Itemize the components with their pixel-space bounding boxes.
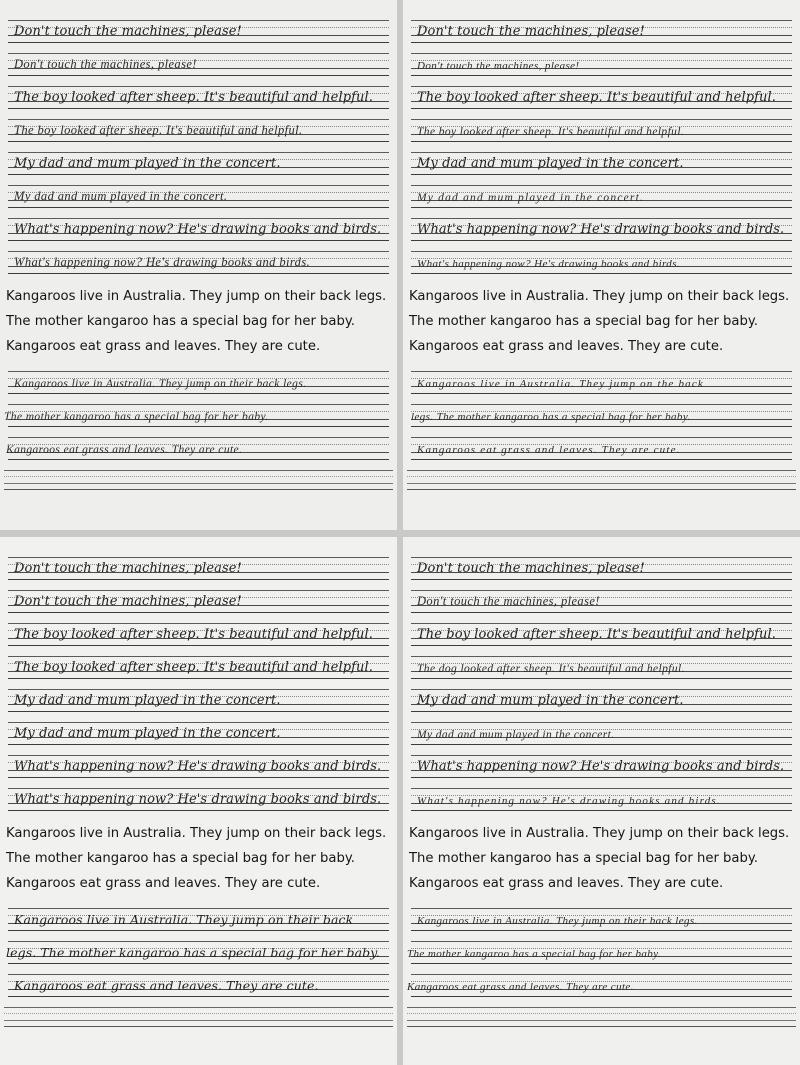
model-line	[411, 146, 792, 179]
practice-text: Don't touch the machines, please!	[417, 594, 600, 608]
model-text: What's happening now? He's drawing books and birds.	[14, 759, 382, 774]
practice-line	[8, 716, 389, 749]
practice-text: Kangaroos live in Australia. They jump on their back legs.	[417, 915, 698, 927]
practice-text: Kangaroos live in Australia. They jump on the back	[417, 378, 705, 390]
practice-line	[411, 584, 792, 617]
practice-text: The mother kangaroo has a special bag for her baby.	[407, 948, 662, 960]
model-line	[411, 617, 792, 650]
practice-text: What's happening now? He's drawing books and birds.	[417, 258, 681, 270]
practice-text: Kangaroos eat grass and leaves. They are cute.	[14, 978, 319, 993]
practice-line	[411, 650, 792, 683]
practice-line	[4, 398, 389, 431]
practice-line	[8, 782, 389, 815]
worksheet-photo-bottom-right	[403, 537, 800, 1065]
model-line	[411, 683, 792, 716]
practice-text: My dad and mum played in the concert.	[417, 729, 615, 741]
blank-line	[4, 464, 393, 494]
practice-text: legs. The mother kangaroo has a special bag for her baby.	[6, 945, 380, 960]
model-line	[8, 617, 389, 650]
practice-line	[8, 113, 389, 146]
practice-text: Don't touch the machines, please!	[417, 60, 580, 72]
practice-text: My dad and mum played in the concert.	[14, 189, 228, 203]
paragraph-line: Kangaroos eat grass and leaves. They are cute.	[409, 339, 724, 354]
model-text: What's happening now? He's drawing books and birds.	[417, 759, 785, 774]
model-line	[8, 80, 389, 113]
model-line	[8, 146, 389, 179]
model-line	[411, 212, 792, 245]
practice-line	[8, 584, 389, 617]
practice-text: The dog looked after sheep. It's beautiful and helpful.	[417, 663, 685, 675]
practice-text: What's happening now? He's drawing books and birds.	[14, 255, 311, 269]
paragraph-line: The mother kangaroo has a special bag for her baby.	[6, 851, 355, 866]
model-line	[8, 749, 389, 782]
model-text: The boy looked after sheep. It's beautiful and helpful.	[417, 627, 777, 642]
model-text: Don't touch the machines, please!	[417, 24, 645, 39]
practice-text: My dad and mum played in the concert.	[14, 726, 281, 741]
printed-paragraph	[409, 284, 792, 359]
practice-line	[411, 179, 792, 212]
practice-text: The boy looked after sheep. It's beautiful and helpful.	[14, 660, 374, 675]
practice-text: Kangaroos eat grass and leaves. They are cute.	[417, 444, 681, 456]
practice-text: What's happening now? He's drawing books and birds.	[417, 795, 721, 807]
practice-text: Don't touch the machines, please!	[14, 594, 242, 609]
paragraph-line: Kangaroos eat grass and leaves. They are cute.	[6, 339, 321, 354]
model-text: My dad and mum played in the concert.	[14, 693, 281, 708]
practice-line	[8, 47, 389, 80]
paragraph-line: The mother kangaroo has a special bag for her baby.	[409, 314, 758, 329]
model-line	[411, 551, 792, 584]
worksheet-photo-bottom-left	[0, 537, 397, 1065]
paragraph-line: Kangaroos live in Australia. They jump on their back legs.	[409, 289, 790, 304]
practice-text: What's happening now? He's drawing books and birds.	[14, 792, 382, 807]
model-line	[8, 683, 389, 716]
model-line	[8, 551, 389, 584]
model-text: Don't touch the machines, please!	[417, 561, 645, 576]
blank-line	[407, 464, 796, 494]
paragraph-line: Kangaroos live in Australia. They jump on their back legs.	[6, 826, 387, 841]
blank-line	[4, 1001, 393, 1031]
practice-line	[8, 245, 389, 278]
paragraph-line: Kangaroos eat grass and leaves. They are cute.	[6, 876, 321, 891]
practice-line	[411, 716, 792, 749]
practice-text: The boy looked after sheep. It's beautiful and helpful.	[14, 123, 303, 137]
model-text: The boy looked after sheep. It's beautiful and helpful.	[14, 90, 374, 105]
model-text: What's happening now? He's drawing books and birds.	[417, 222, 785, 237]
model-text: Don't touch the machines, please!	[14, 561, 242, 576]
practice-text: Don't touch the machines, please!	[14, 57, 197, 71]
printed-paragraph	[6, 284, 389, 359]
practice-text: My dad and mum played in the concert.	[417, 192, 645, 204]
printed-paragraph	[6, 821, 389, 896]
model-text: My dad and mum played in the concert.	[417, 693, 684, 708]
model-text: My dad and mum played in the concert.	[417, 156, 684, 171]
practice-line	[8, 968, 389, 1001]
practice-line	[8, 365, 389, 398]
model-line	[8, 14, 389, 47]
practice-line	[411, 398, 792, 431]
practice-text: Kangaroos eat grass and leaves. They are cute.	[407, 981, 634, 993]
paragraph-line: Kangaroos eat grass and leaves. They are cute.	[409, 876, 724, 891]
model-line	[8, 212, 389, 245]
practice-line	[8, 935, 389, 968]
practice-line	[411, 113, 792, 146]
practice-line	[411, 365, 792, 398]
practice-text: The boy looked after sheep. It's beautiful and helpful.	[417, 126, 685, 138]
model-text: The boy looked after sheep. It's beautiful and helpful.	[417, 90, 777, 105]
paragraph-line: Kangaroos live in Australia. They jump on their back legs.	[409, 826, 790, 841]
practice-line	[411, 902, 792, 935]
worksheet-photo-top-right	[403, 0, 800, 530]
worksheet-photo-top-left	[0, 0, 397, 530]
practice-text: The mother kangaroo has a special bag for her baby.	[4, 411, 269, 423]
practice-text: Kangaroos live in Australia. They jump on their back legs.	[14, 378, 307, 390]
practice-line	[411, 431, 792, 464]
paragraph-line: The mother kangaroo has a special bag for her baby.	[409, 851, 758, 866]
model-line	[411, 14, 792, 47]
practice-line	[411, 47, 792, 80]
model-text: Don't touch the machines, please!	[14, 24, 242, 39]
practice-line	[407, 935, 792, 968]
model-text: The boy looked after sheep. It's beautiful and helpful.	[14, 627, 374, 642]
paragraph-line: Kangaroos live in Australia. They jump on their back legs.	[6, 289, 387, 304]
practice-line	[8, 650, 389, 683]
paragraph-line: The mother kangaroo has a special bag for her baby.	[6, 314, 355, 329]
practice-text: Kangaroos live in Australia. They jump on their back	[14, 912, 354, 927]
printed-paragraph	[409, 821, 792, 896]
model-text: What's happening now? He's drawing books and birds.	[14, 222, 382, 237]
model-line	[411, 80, 792, 113]
model-line	[411, 749, 792, 782]
practice-line	[8, 179, 389, 212]
blank-line	[407, 1001, 796, 1031]
practice-line	[8, 431, 389, 464]
practice-text: legs. The mother kangaroo has a special bag for her baby.	[411, 411, 691, 423]
model-text: My dad and mum played in the concert.	[14, 156, 281, 171]
practice-line	[411, 245, 792, 278]
practice-line	[8, 902, 389, 935]
practice-text: Kangaroos eat grass and leaves. They are cute.	[6, 444, 243, 456]
practice-line	[411, 782, 792, 815]
practice-line	[407, 968, 792, 1001]
